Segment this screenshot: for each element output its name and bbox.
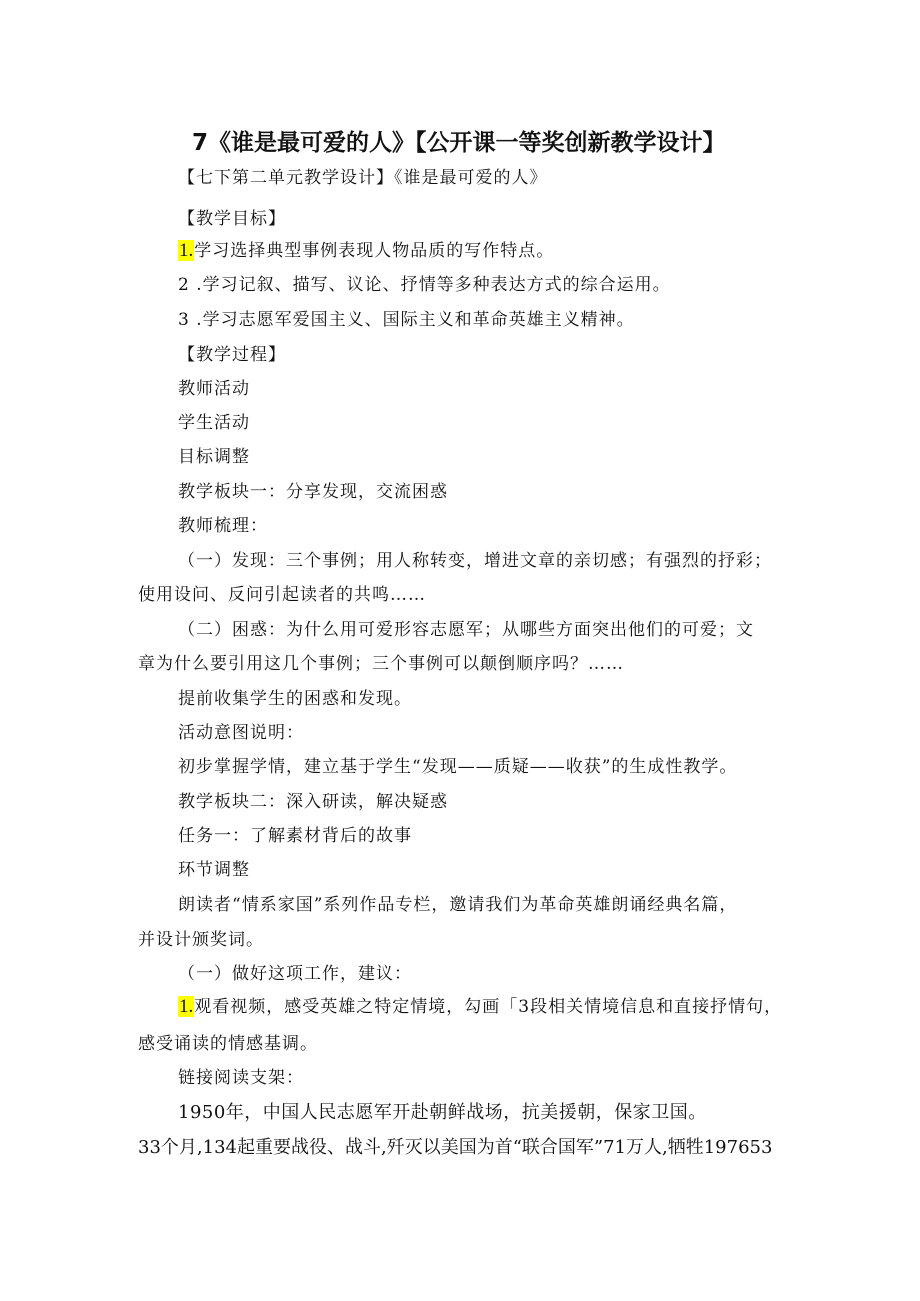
findings-paragraph-line1: （一）发现：三个事例；用人称转变，增进文章的亲切感；有强烈的抒彩； <box>178 551 772 571</box>
fact-paragraph-line2: 33个月,134起重要战役、战斗,歼灭以美国为首“联合国军”71万人,牺牲197653 <box>138 1137 773 1158</box>
goal-item-3: 3 .学习志愿军爱国主义、国际主义和革命英雄主义精神。 <box>178 310 635 330</box>
teacher-summary-label: 教师梳理： <box>178 516 268 536</box>
document-subtitle: 【七下第二单元教学设计】《谁是最可爱的人》 <box>178 168 548 188</box>
task-one-heading: 任务一：了解素材背后的故事 <box>178 826 412 846</box>
doubts-paragraph-line2: 章为什么要引用这几个事例；三个事例可以颠倒顺序吗？…… <box>138 654 624 674</box>
module-two-heading: 教学板块二：深入研读，解决疑惑 <box>178 792 448 812</box>
document-title: 7《谁是最可爱的人》【公开课一等奖创新教学设计】 <box>192 130 726 156</box>
step-adjust-label: 环节调整 <box>178 860 250 880</box>
watch-paragraph-line2: 感受诵读的情感基调。 <box>138 1034 318 1054</box>
highlighted-number: 1. <box>179 996 194 1017</box>
teacher-activity-label: 教师活动 <box>178 379 250 399</box>
goals-heading: 【教学目标】 <box>178 209 286 229</box>
intent-label: 活动意图说明： <box>178 723 304 743</box>
doubts-paragraph-line1: （二）困惑：为什么用可爱形容志愿军；从哪些方面突出他们的可爱；文 <box>178 620 754 640</box>
goal-item-1-text: 学习选择典型事例表现人物品质的写作特点。 <box>194 241 555 261</box>
reader-paragraph-line2: 并设计颁奖词。 <box>138 930 264 950</box>
goal-item-2: 2 .学习记叙、描写、议论、抒情等多种表达方式的综合运用。 <box>178 275 671 295</box>
fact-paragraph-line1: 1950年，中国人民志愿军开赴朝鲜战场，抗美援朝，保家卫国。 <box>178 1102 707 1123</box>
reader-paragraph-line1: 朗读者“情系家国”系列作品专栏，邀请我们为革命英雄朗诵经典名篇， <box>178 895 738 915</box>
watch-paragraph-line1 <box>178 992 782 1018</box>
suggest-heading: （一）做好这项工作，建议： <box>178 964 412 984</box>
link-reading-label: 链接阅读支架： <box>178 1068 304 1088</box>
student-activity-label: 学生活动 <box>178 413 250 433</box>
highlighted-number: 1. <box>179 240 194 261</box>
findings-paragraph-line2: 使用设问、反问引起读者的共鸣…… <box>138 585 426 605</box>
collect-text: 提前收集学生的困惑和发现。 <box>178 689 412 709</box>
intent-text: 初步掌握学情，建立基于学生“发现——质疑——收获”的生成性教学。 <box>178 757 738 777</box>
process-heading: 【教学过程】 <box>178 345 286 365</box>
module-one-heading: 教学板块一：分享发现，交流困惑 <box>178 482 448 502</box>
goal-adjust-label: 目标调整 <box>178 447 250 467</box>
watch-paragraph-line1-text: 观看视频，感受英雄之特定情境，勾画「3段相关情境信息和直接抒情句， <box>194 997 783 1017</box>
goal-item-1 <box>178 236 554 262</box>
